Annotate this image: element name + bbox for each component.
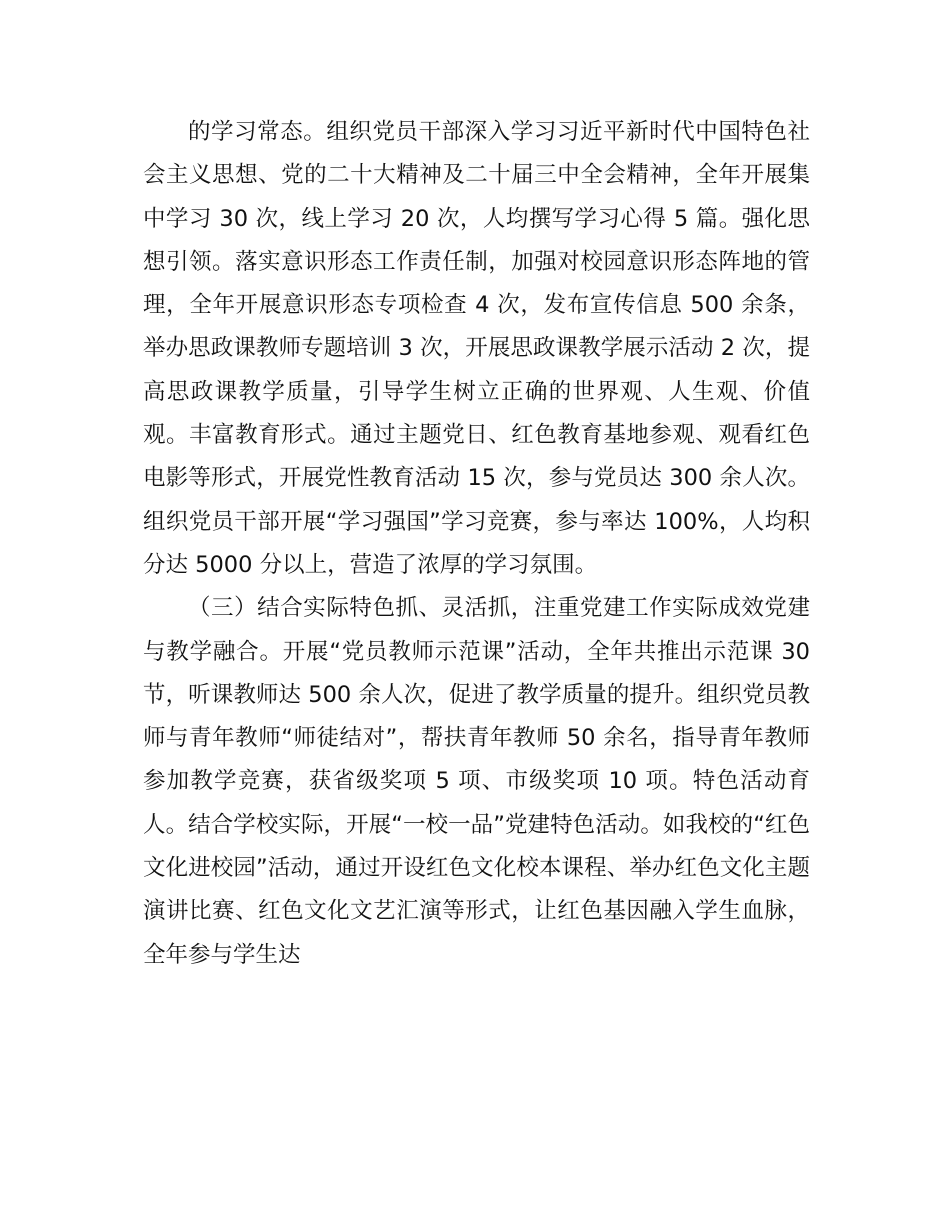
paragraph-section-three: （三）结合实际特色抓、灵活抓，注重党建工作实际成效党建与教学融合。开展“党员教师示范课”活动，全年共推出示范课 30 节，听课教师达 500 余人次，促进了教学质量的提升。组织党员教师与青年教师“师徒结对”，帮扶青年教师 50 余名，指导青年教师参加教学竞赛，获省级奖项 5 项、市级奖项 10 项。特色活动育人。结合学校实际，开展“一校一品”党建特色活动。如我校的“红色文化进校园”活动，通过开设红色文化校本课程、举办红色文化主题演讲比赛、红色文化文艺汇演等形式，让红色基因融入学生血脉，全年参与学生达 (143, 595, 810, 968)
paragraph-study-routine: 的学习常态。组织党员干部深入学习习近平新时代中国特色社会主义思想、党的二十大精神及二十届三中全会精神，全年开展集中学习 30 次，线上学习 20 次，人均撰写学习心得 5 篇。强化思想引领。落实意识形态工作责任制，加强对校园意识形态阵地的管理，全年开展意识形态专项检查 4 次，发布宣传信息 500 余条，举办思政课教师专题培训 3 次，开展思政课教学展示活动 2 次，提高思政课教学质量，引导学生树立正确的世界观、人生观、价值观。丰富教育形式。通过主题党日、红色教育基地参观、观看红色电影等形式，开展党性教育活动 15 次，参与党员达 300 余人次。组织党员干部开展“学习强国”学习竞赛，参与率达 100%，人均积分达 5000 分以上，营造了浓厚的学习氛围。 (143, 119, 810, 578)
document-page (143, 111, 810, 977)
